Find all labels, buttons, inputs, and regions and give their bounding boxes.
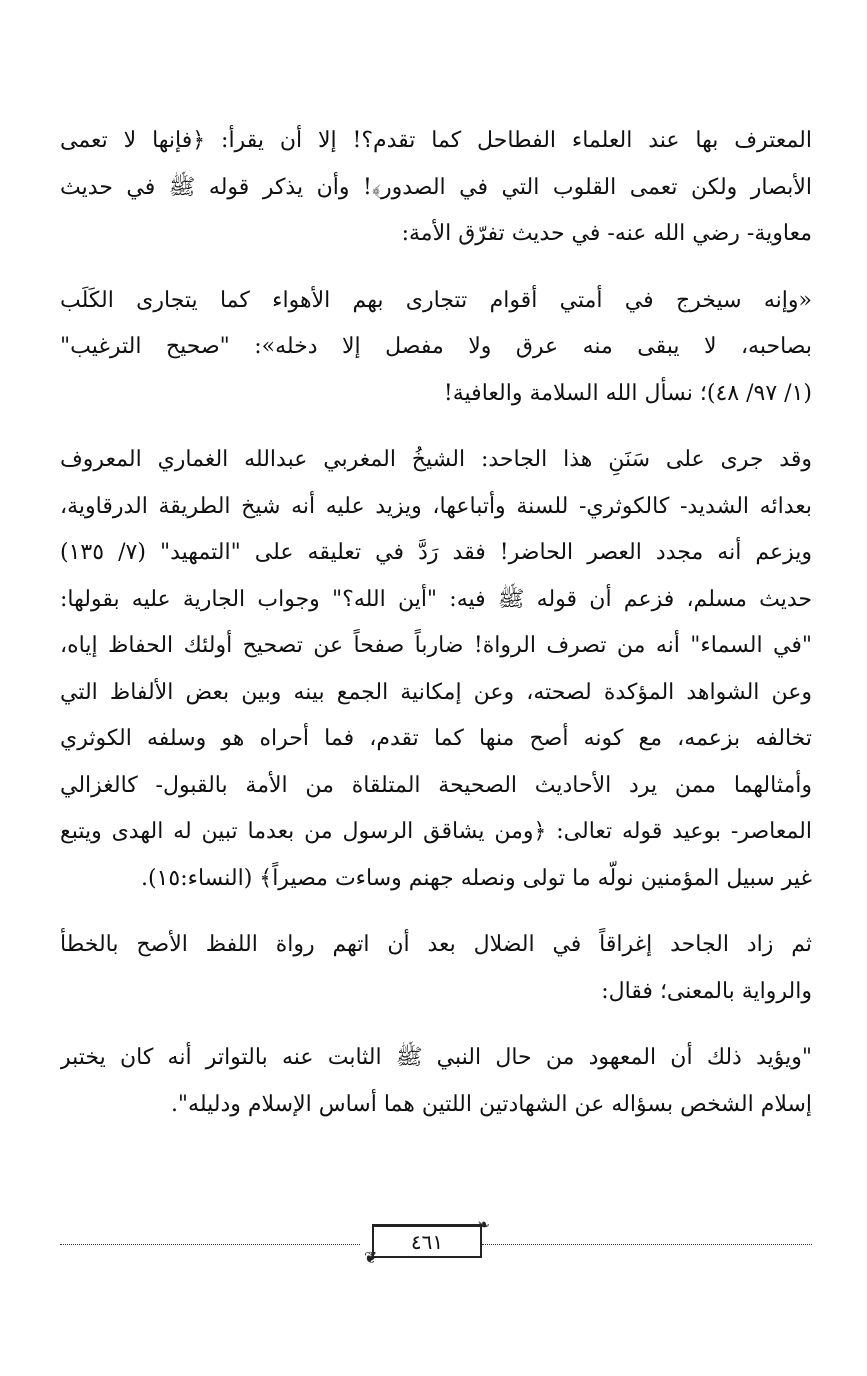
ornament-icon: ❦ — [364, 1248, 378, 1267]
text-line: غير سبيل المؤمنين نولّه ما تولى ونصله جهنم وساءت مصيراً﴾ (النساء:١٥). — [140, 865, 812, 891]
text-line: بصاحبه، لا يبقى منه عرق ولا مفصل إلا دخله»: "صحيح الترغيب" — [60, 334, 812, 359]
text-line: المعاصر- بوعيد قوله تعالى: ﴿ومن يشاقق الرسول من بعدما تبين له الهدى ويتبع — [60, 819, 812, 844]
text-line: (١/ ٩٧/ ٤٨)؛ نسأل الله السلامة والعافية! — [443, 380, 812, 406]
text-line: حديث مسلم، فزعم أن قوله ﷺ فيه: "أين الله؟" وجواب الجارية عليه بقولها: — [60, 586, 812, 612]
text-line: بعدائه الشديد- كالكوثري- للسنة وأتباعها، ويزيد عليه أنه شيخ الطريقة الدرقاوية، — [60, 493, 812, 519]
text-line: معاوية- رضي الله عنه- في حديث تفرّق الأمة: — [401, 221, 812, 246]
paragraph-5 — [60, 1035, 812, 1128]
page-number-frame — [364, 1215, 490, 1267]
footer-divider-right — [482, 1244, 812, 1245]
paragraph-4 — [60, 922, 812, 1015]
text-line: تخالفه بزعمه، مع كونه أصح منها كما تقدم، فما أحراه هو وسلفه الكوثري — [60, 726, 812, 751]
text-line: وأمثالهما ممن يرد الأحاديث الصحيحة المتلقاة من الأمة بالقبول- كالغزالي — [60, 772, 812, 798]
text-line: وعن الشواهد المؤكدة لصحته، وعن إمكانية الجمع بينه وبين بعض الألفاظ التي — [60, 679, 812, 705]
text-line: «وإنه سيخرج في أمتي أقوام تتجارى بهم الأهواء كما يتجارى الكَلَب — [60, 287, 812, 313]
page-footer — [60, 1215, 812, 1267]
footer-divider-left — [60, 1244, 360, 1245]
text-line: إسلام الشخص بسؤاله عن الشهادتين اللتين هما أساس الإسلام ودليله". — [170, 1091, 812, 1117]
page-body — [60, 118, 812, 1148]
text-line: الأبصار ولكن تعمى القلوب التي في الصدور﴾! وأن يذكر قوله ﷺ في حديث — [60, 174, 812, 200]
ornament-icon: ❧ — [476, 1215, 490, 1234]
paragraph-3 — [60, 437, 812, 902]
text-line: ويزعم أنه مجدد العصر الحاضر! فقد رَدَّ في تعليقه على "التمهيد" (٧/ ١٣٥) — [60, 540, 812, 565]
page-number: ٤٦١ — [410, 1230, 444, 1254]
text-line: المعترف بها عند العلماء الفطاحل كما تقدم؟! إلا أن يقرأ: ﴿فإنها لا تعمى — [60, 128, 812, 153]
paragraph-1 — [60, 118, 812, 258]
text-line: والرواية بالمعنى؛ فقال: — [601, 978, 812, 1004]
text-line: "في السماء" أنه من تصرف الرواة! ضارباً صفحاً عن تصحيح أولئك الحفاظ إياه، — [60, 633, 812, 658]
text-line: وقد جرى على سَنَنِ هذا الجاحد: الشيخُ المغربي عبدالله الغماري المعروف — [60, 447, 812, 472]
paragraph-2 — [60, 278, 812, 418]
text-line: "ويؤيد ذلك أن المعهود من حال النبي ﷺ الثابت عنه بالتواتر أنه كان يختبر — [60, 1045, 812, 1070]
text-line: ثم زاد الجاحد إغراقاً في الضلال بعد أن اتهم رواة اللفظ الأصح بالخطأ — [60, 932, 812, 957]
